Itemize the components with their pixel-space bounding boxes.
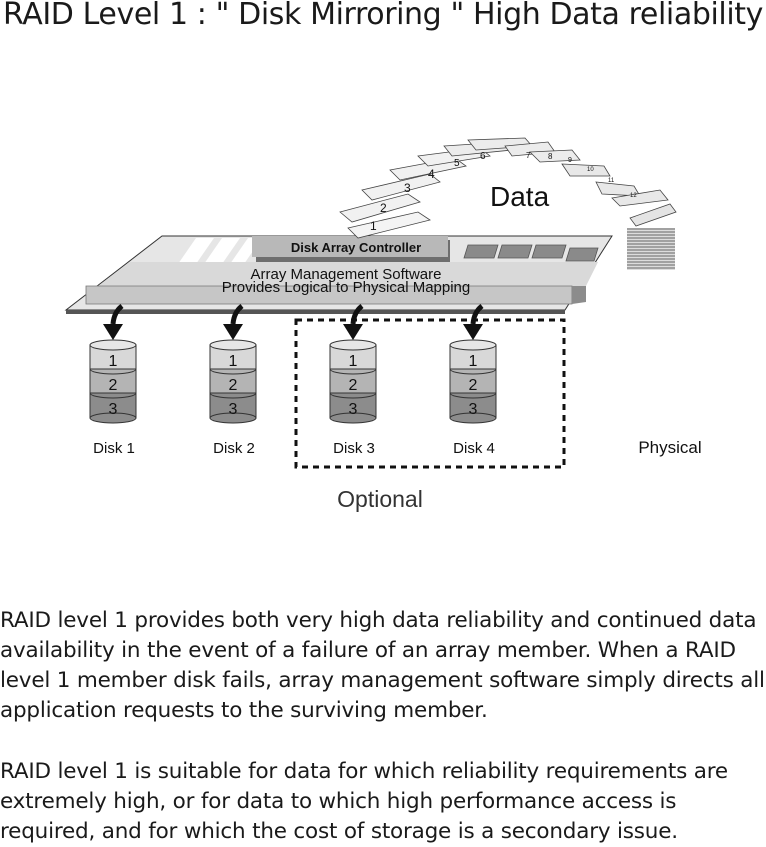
disk-block: 1 [468, 353, 478, 370]
disk-block: 3 [468, 401, 478, 418]
sheet-number: 2 [380, 201, 387, 215]
disk-label: Disk 4 [453, 440, 495, 457]
data-label: Data [490, 181, 550, 212]
arrow-head-disk-4 [463, 324, 483, 340]
software-box-side [572, 286, 586, 304]
disk-4 [450, 340, 496, 423]
disk-3 [330, 340, 376, 423]
platform-chip [566, 248, 598, 261]
arrow-head-disk-2 [223, 324, 243, 340]
optional-label: Optional [337, 486, 423, 512]
disk-2 [210, 340, 256, 423]
disk-label: Disk 1 [93, 440, 135, 457]
platform-chip [532, 245, 566, 258]
disk-block: 1 [348, 353, 358, 370]
sheet-number: 10 [587, 167, 594, 173]
controller-label: Disk Array Controller [290, 240, 422, 255]
platform-chip [464, 245, 498, 258]
platform-chip [498, 245, 532, 258]
disk-block: 3 [228, 401, 238, 418]
arrow-head-disk-3 [343, 324, 363, 340]
sheet-number: 7 [526, 151, 531, 160]
data-sheet [630, 204, 676, 226]
disk-block: 2 [348, 377, 358, 394]
disk-label: Disk 2 [213, 440, 255, 457]
paper-stack [627, 228, 675, 270]
disk-block: 2 [228, 377, 238, 394]
disk-block: 3 [348, 401, 358, 418]
sheet-number: 3 [404, 181, 411, 195]
sheet-number: 11 [608, 178, 615, 184]
sheet-number: 5 [454, 158, 460, 169]
sheet-number: 4 [428, 167, 435, 181]
software-line-2: Provides Logical to Physical Mapping [221, 279, 471, 296]
physical-label: Physical [638, 438, 702, 457]
sheet-number: 9 [568, 157, 572, 164]
disk-block: 1 [108, 353, 118, 370]
arrow-head-disk-1 [103, 324, 123, 340]
description-paragraph-1: RAID level 1 provides both very high data reliability and continued data availability in the event of a failure of an array member. When a RAID level 1 member disk fails, array management software simply directs all application requests to the surviving member. [0, 608, 765, 723]
platform-front-edge [66, 310, 565, 314]
disk-block: 2 [108, 377, 118, 394]
disk-block: 3 [108, 401, 118, 418]
disk-label: Disk 3 [333, 440, 375, 457]
page-title: RAID Level 1 : " Disk Mirroring " High Data reliability [3, 0, 763, 32]
sheet-number: 1 [370, 219, 377, 233]
description-paragraph-2: RAID level 1 is suitable for data for which reliability requirements are extremely high, or for data to which high performance access is required, and for which the cost of storage is a secondary issue. [0, 759, 728, 844]
disk-block: 1 [228, 353, 238, 370]
software-line-1: Array Management Software [250, 266, 442, 283]
sheet-number: 6 [480, 151, 486, 162]
raid1-diagram [0, 40, 766, 540]
disk-1 [90, 340, 136, 423]
sheet-number: 8 [548, 152, 553, 161]
data-sheet [530, 150, 580, 162]
data-sheet [562, 164, 610, 176]
sheet-number: 12 [630, 193, 637, 199]
disk-block: 2 [468, 377, 478, 394]
